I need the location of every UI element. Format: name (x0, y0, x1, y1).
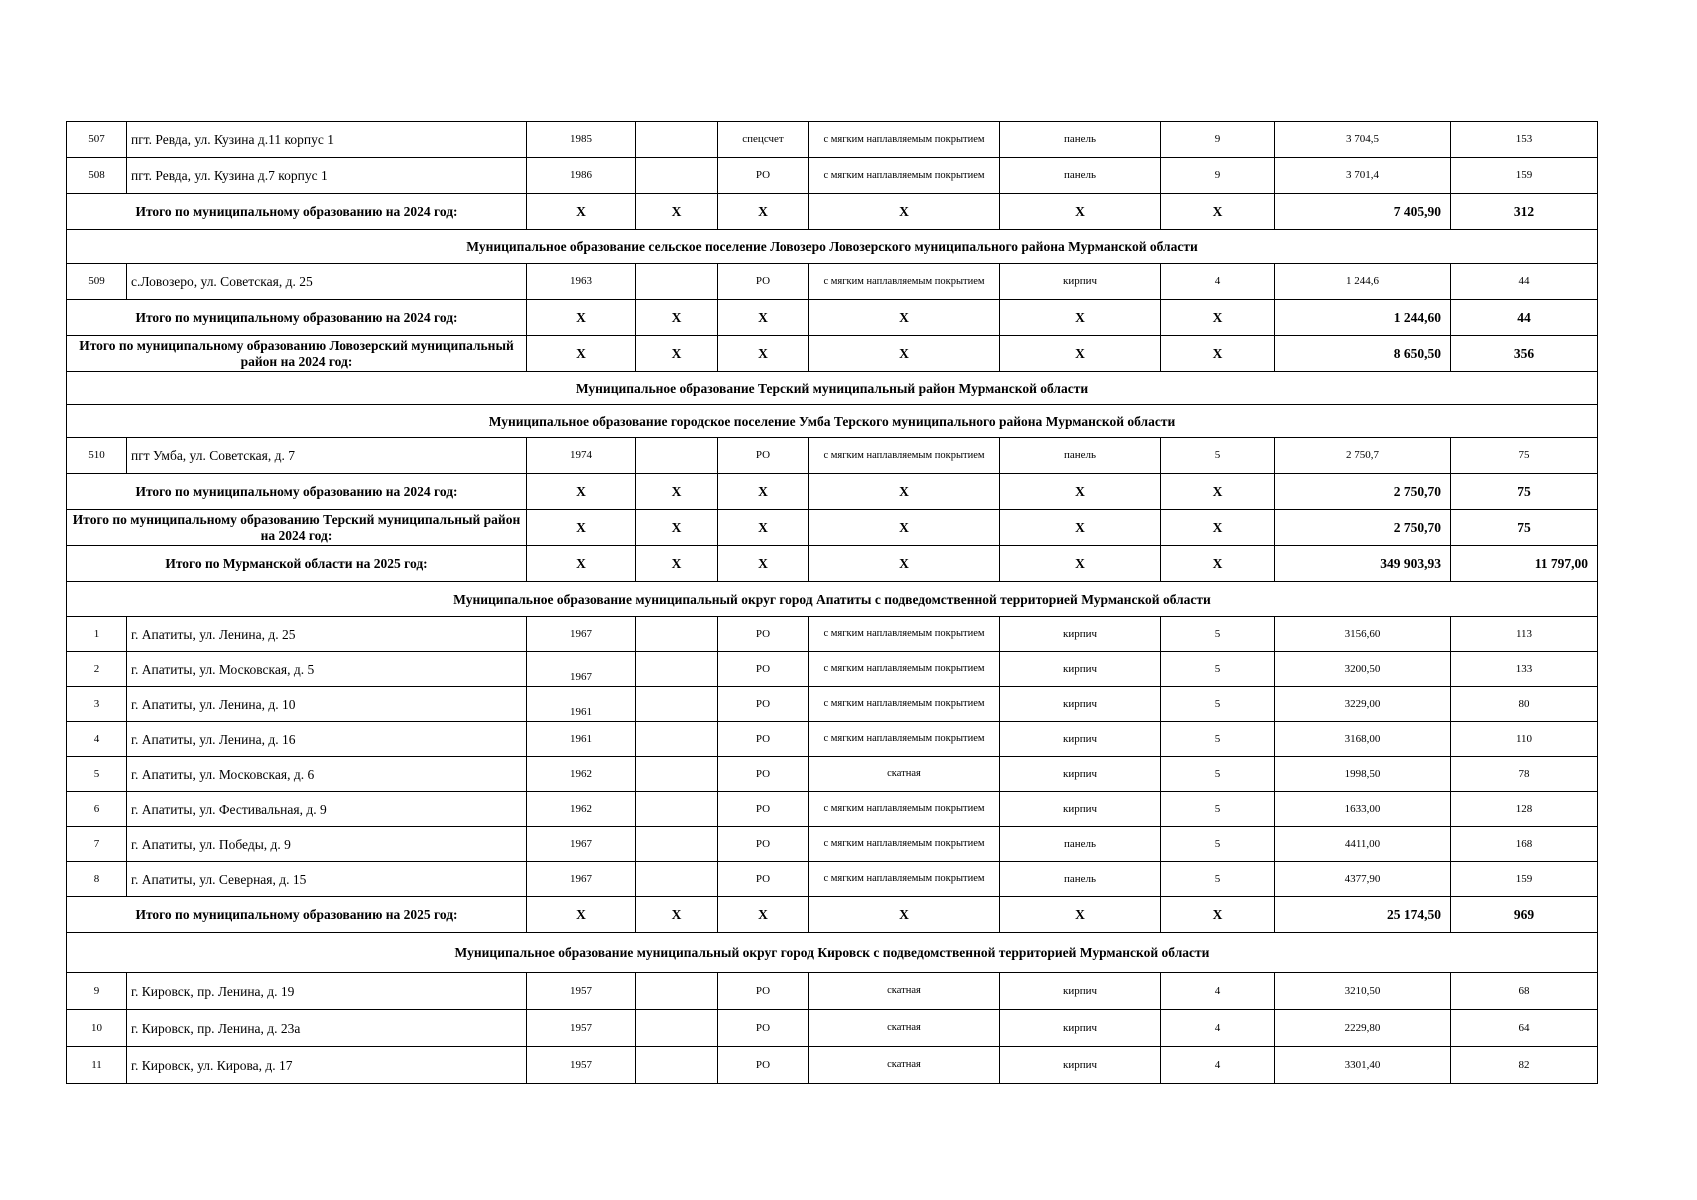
section-header-row (67, 230, 1598, 264)
area-cell: 1998,50 (1275, 757, 1451, 792)
roof-type-cell: с мягким наплавляемым покрытием (809, 264, 1000, 300)
empty-cell (636, 792, 718, 827)
fund-method-cell: РО (718, 617, 809, 652)
x-mark: X (1000, 194, 1161, 230)
row-number: 6 (67, 792, 127, 827)
table-row (67, 687, 1598, 722)
wall-material-cell: кирпич (1000, 792, 1161, 827)
section-header-row (67, 582, 1598, 617)
total-row (67, 474, 1598, 510)
x-mark: X (527, 336, 636, 372)
residents-cell: 159 (1451, 158, 1598, 194)
row-number: 509 (67, 264, 127, 300)
area-cell: 4377,90 (1275, 862, 1451, 897)
roof-type-cell: с мягким наплавляемым покрытием (809, 862, 1000, 897)
year-built-cell: 1961 (527, 687, 636, 722)
empty-cell (636, 264, 718, 300)
total-label: Итого по муниципальному образованию Ловозерский муниципальный район на 2024 год: (67, 336, 527, 372)
residents-cell: 113 (1451, 617, 1598, 652)
empty-cell (636, 687, 718, 722)
total-residents: 75 (1451, 510, 1598, 546)
address-cell: пгт. Ревда, ул. Кузина д.7 корпус 1 (127, 158, 527, 194)
total-residents: 11 797,00 (1451, 546, 1598, 582)
fund-method-cell: РО (718, 438, 809, 474)
x-mark: X (718, 510, 809, 546)
table-row (67, 827, 1598, 862)
table-row (67, 973, 1598, 1010)
wall-material-cell: панель (1000, 438, 1161, 474)
empty-cell (636, 158, 718, 194)
floors-cell: 5 (1161, 652, 1275, 687)
address-cell: г. Апатиты, ул. Московская, д. 6 (127, 757, 527, 792)
year-built-cell: 1974 (527, 438, 636, 474)
address-cell: г. Кировск, пр. Ленина, д. 19 (127, 973, 527, 1010)
wall-material-cell: кирпич (1000, 722, 1161, 757)
x-mark: X (636, 194, 718, 230)
floors-cell: 9 (1161, 122, 1275, 158)
row-number: 1 (67, 617, 127, 652)
empty-cell (636, 757, 718, 792)
wall-material-cell: кирпич (1000, 1047, 1161, 1084)
fund-method-cell: РО (718, 973, 809, 1010)
floors-cell: 5 (1161, 827, 1275, 862)
roof-type-cell: с мягким наплавляемым покрытием (809, 652, 1000, 687)
year-built-cell: 1957 (527, 1010, 636, 1047)
empty-cell (636, 122, 718, 158)
address-cell: пгт. Ревда, ул. Кузина д.11 корпус 1 (127, 122, 527, 158)
floors-cell: 9 (1161, 158, 1275, 194)
total-area: 1 244,60 (1275, 300, 1451, 336)
fund-method-cell: РО (718, 1010, 809, 1047)
section-title: Муниципальное образование муниципальный округ город Кировск с подведомственной территорией Мурманской области (67, 933, 1598, 973)
x-mark: X (1161, 546, 1275, 582)
floors-cell: 5 (1161, 438, 1275, 474)
x-mark: X (1000, 897, 1161, 933)
roof-type-cell: с мягким наплавляемым покрытием (809, 617, 1000, 652)
empty-cell (636, 862, 718, 897)
section-title: Муниципальное образование городское поселение Умба Терского муниципального района Мурманской области (67, 405, 1598, 438)
x-mark: X (1161, 194, 1275, 230)
address-cell: г. Апатиты, ул. Ленина, д. 16 (127, 722, 527, 757)
year-built-cell: 1957 (527, 973, 636, 1010)
x-mark: X (527, 546, 636, 582)
wall-material-cell: панель (1000, 827, 1161, 862)
year-built-cell: 1962 (527, 757, 636, 792)
table-row (67, 862, 1598, 897)
residents-cell: 133 (1451, 652, 1598, 687)
x-mark: X (527, 300, 636, 336)
total-area: 8 650,50 (1275, 336, 1451, 372)
year-built-cell: 1986 (527, 158, 636, 194)
wall-material-cell: панель (1000, 862, 1161, 897)
area-cell: 1 244,6 (1275, 264, 1451, 300)
x-mark: X (1161, 336, 1275, 372)
x-mark: X (718, 336, 809, 372)
fund-method-cell: спецсчет (718, 122, 809, 158)
wall-material-cell: кирпич (1000, 687, 1161, 722)
row-number: 8 (67, 862, 127, 897)
empty-cell (636, 1047, 718, 1084)
section-title: Муниципальное образование сельское поселение Ловозеро Ловозерского муниципального района Мурманской области (67, 230, 1598, 264)
area-cell: 3301,40 (1275, 1047, 1451, 1084)
address-cell: г. Апатиты, ул. Победы, д. 9 (127, 827, 527, 862)
residents-cell: 128 (1451, 792, 1598, 827)
x-mark: X (527, 474, 636, 510)
table-row (67, 652, 1598, 687)
year-built-cell: 1985 (527, 122, 636, 158)
x-mark: X (527, 194, 636, 230)
table-row (67, 617, 1598, 652)
total-area: 349 903,93 (1275, 546, 1451, 582)
total-row (67, 510, 1598, 546)
table-row (67, 722, 1598, 757)
residents-cell: 153 (1451, 122, 1598, 158)
total-residents: 356 (1451, 336, 1598, 372)
floors-cell: 5 (1161, 722, 1275, 757)
address-cell: с.Ловозеро, ул. Советская, д. 25 (127, 264, 527, 300)
x-mark: X (718, 897, 809, 933)
wall-material-cell: кирпич (1000, 652, 1161, 687)
floors-cell: 4 (1161, 264, 1275, 300)
floors-cell: 4 (1161, 1010, 1275, 1047)
x-mark: X (636, 546, 718, 582)
row-number: 9 (67, 973, 127, 1010)
x-mark: X (718, 546, 809, 582)
year-built-cell: 1957 (527, 1047, 636, 1084)
fund-method-cell: РО (718, 757, 809, 792)
x-mark: X (1000, 300, 1161, 336)
x-mark: X (718, 300, 809, 336)
row-number: 508 (67, 158, 127, 194)
year-built-cell: 1967 (527, 827, 636, 862)
address-cell: г. Апатиты, ул. Северная, д. 15 (127, 862, 527, 897)
total-row (67, 300, 1598, 336)
area-cell: 2229,80 (1275, 1010, 1451, 1047)
x-mark: X (636, 897, 718, 933)
floors-cell: 5 (1161, 687, 1275, 722)
total-residents: 969 (1451, 897, 1598, 933)
x-mark: X (1000, 546, 1161, 582)
fund-method-cell: РО (718, 264, 809, 300)
empty-cell (636, 617, 718, 652)
total-row (67, 336, 1598, 372)
address-cell: г. Апатиты, ул. Ленина, д. 10 (127, 687, 527, 722)
wall-material-cell: панель (1000, 158, 1161, 194)
year-built-cell: 1967 (527, 652, 636, 687)
total-row (67, 897, 1598, 933)
year-built-cell: 1961 (527, 722, 636, 757)
address-cell: г. Кировск, пр. Ленина, д. 23а (127, 1010, 527, 1047)
floors-cell: 5 (1161, 862, 1275, 897)
area-cell: 3200,50 (1275, 652, 1451, 687)
empty-cell (636, 1010, 718, 1047)
empty-cell (636, 438, 718, 474)
roof-type-cell: с мягким наплавляемым покрытием (809, 687, 1000, 722)
table-row (67, 1010, 1598, 1047)
area-cell: 3 704,5 (1275, 122, 1451, 158)
x-mark: X (718, 474, 809, 510)
area-cell: 3229,00 (1275, 687, 1451, 722)
total-area: 2 750,70 (1275, 510, 1451, 546)
row-number: 2 (67, 652, 127, 687)
wall-material-cell: панель (1000, 122, 1161, 158)
x-mark: X (1161, 897, 1275, 933)
area-cell: 3168,00 (1275, 722, 1451, 757)
total-area: 25 174,50 (1275, 897, 1451, 933)
fund-method-cell: РО (718, 158, 809, 194)
area-cell: 2 750,7 (1275, 438, 1451, 474)
fund-method-cell: РО (718, 862, 809, 897)
roof-type-cell: с мягким наплавляемым покрытием (809, 792, 1000, 827)
total-label: Итого по Мурманской области на 2025 год: (67, 546, 527, 582)
wall-material-cell: кирпич (1000, 264, 1161, 300)
wall-material-cell: кирпич (1000, 617, 1161, 652)
section-header-row (67, 372, 1598, 405)
area-cell: 3156,60 (1275, 617, 1451, 652)
table-row (67, 158, 1598, 194)
residents-cell: 82 (1451, 1047, 1598, 1084)
total-label: Итого по муниципальному образованию на 2024 год: (67, 194, 527, 230)
total-residents: 312 (1451, 194, 1598, 230)
row-number: 7 (67, 827, 127, 862)
x-mark: X (527, 897, 636, 933)
x-mark: X (1000, 336, 1161, 372)
empty-cell (636, 973, 718, 1010)
x-mark: X (809, 546, 1000, 582)
fund-method-cell: РО (718, 687, 809, 722)
row-number: 4 (67, 722, 127, 757)
floors-cell: 5 (1161, 757, 1275, 792)
address-cell: г. Апатиты, ул. Московская, д. 5 (127, 652, 527, 687)
address-cell: пгт Умба, ул. Советская, д. 7 (127, 438, 527, 474)
residents-cell: 159 (1451, 862, 1598, 897)
residents-cell: 44 (1451, 264, 1598, 300)
table-row (67, 438, 1598, 474)
total-row (67, 194, 1598, 230)
wall-material-cell: кирпич (1000, 1010, 1161, 1047)
roof-type-cell: с мягким наплавляемым покрытием (809, 827, 1000, 862)
wall-material-cell: кирпич (1000, 973, 1161, 1010)
x-mark: X (1161, 474, 1275, 510)
row-number: 510 (67, 438, 127, 474)
fund-method-cell: РО (718, 792, 809, 827)
roof-type-cell: скатная (809, 1047, 1000, 1084)
residents-cell: 168 (1451, 827, 1598, 862)
address-cell: г. Апатиты, ул. Фестивальная, д. 9 (127, 792, 527, 827)
section-header-row (67, 933, 1598, 973)
roof-type-cell: с мягким наплавляемым покрытием (809, 438, 1000, 474)
roof-type-cell: с мягким наплавляемым покрытием (809, 158, 1000, 194)
x-mark: X (527, 510, 636, 546)
table-row (67, 264, 1598, 300)
floors-cell: 5 (1161, 617, 1275, 652)
roof-type-cell: с мягким наплавляемым покрытием (809, 122, 1000, 158)
roof-type-cell: скатная (809, 973, 1000, 1010)
table-row (67, 1047, 1598, 1084)
residents-cell: 68 (1451, 973, 1598, 1010)
area-cell: 3 701,4 (1275, 158, 1451, 194)
x-mark: X (1161, 510, 1275, 546)
fund-method-cell: РО (718, 827, 809, 862)
x-mark: X (809, 897, 1000, 933)
empty-cell (636, 827, 718, 862)
total-label: Итого по муниципальному образованию Терский муниципальный район на 2024 год: (67, 510, 527, 546)
year-built-cell: 1962 (527, 792, 636, 827)
row-number: 507 (67, 122, 127, 158)
fund-method-cell: РО (718, 652, 809, 687)
x-mark: X (809, 194, 1000, 230)
roof-type-cell: скатная (809, 757, 1000, 792)
year-built-cell: 1967 (527, 862, 636, 897)
empty-cell (636, 722, 718, 757)
total-residents: 44 (1451, 300, 1598, 336)
total-residents: 75 (1451, 474, 1598, 510)
x-mark: X (718, 194, 809, 230)
address-cell: г. Кировск, ул. Кирова, д. 17 (127, 1047, 527, 1084)
x-mark: X (1000, 510, 1161, 546)
floors-cell: 4 (1161, 973, 1275, 1010)
x-mark: X (636, 336, 718, 372)
total-label: Итого по муниципальному образованию на 2025 год: (67, 897, 527, 933)
area-cell: 1633,00 (1275, 792, 1451, 827)
residents-cell: 64 (1451, 1010, 1598, 1047)
x-mark: X (809, 336, 1000, 372)
section-title: Муниципальное образование Терский муниципальный район Мурманской области (67, 372, 1598, 405)
row-number: 11 (67, 1047, 127, 1084)
x-mark: X (636, 474, 718, 510)
floors-cell: 5 (1161, 792, 1275, 827)
residents-cell: 80 (1451, 687, 1598, 722)
roof-type-cell: с мягким наплавляемым покрытием (809, 722, 1000, 757)
x-mark: X (809, 300, 1000, 336)
residents-cell: 75 (1451, 438, 1598, 474)
row-number: 10 (67, 1010, 127, 1047)
fund-method-cell: РО (718, 1047, 809, 1084)
floors-cell: 4 (1161, 1047, 1275, 1084)
empty-cell (636, 652, 718, 687)
x-mark: X (809, 474, 1000, 510)
section-title: Муниципальное образование муниципальный округ город Апатиты с подведомственной территорией Мурманской области (67, 582, 1598, 617)
residents-cell: 110 (1451, 722, 1598, 757)
x-mark: X (636, 510, 718, 546)
total-row (67, 546, 1598, 582)
x-mark: X (636, 300, 718, 336)
area-cell: 3210,50 (1275, 973, 1451, 1010)
roof-type-cell: скатная (809, 1010, 1000, 1047)
section-header-row (67, 405, 1598, 438)
total-area: 7 405,90 (1275, 194, 1451, 230)
housing-register-table (66, 121, 1598, 1084)
table-row (67, 792, 1598, 827)
fund-method-cell: РО (718, 722, 809, 757)
residents-cell: 78 (1451, 757, 1598, 792)
table-body (67, 122, 1598, 1084)
wall-material-cell: кирпич (1000, 757, 1161, 792)
year-built-cell: 1963 (527, 264, 636, 300)
row-number: 3 (67, 687, 127, 722)
total-label: Итого по муниципальному образованию на 2024 год: (67, 300, 527, 336)
address-cell: г. Апатиты, ул. Ленина, д. 25 (127, 617, 527, 652)
x-mark: X (1000, 474, 1161, 510)
x-mark: X (809, 510, 1000, 546)
year-built-cell: 1967 (527, 617, 636, 652)
total-area: 2 750,70 (1275, 474, 1451, 510)
total-label: Итого по муниципальному образованию на 2024 год: (67, 474, 527, 510)
table-row (67, 122, 1598, 158)
row-number: 5 (67, 757, 127, 792)
x-mark: X (1161, 300, 1275, 336)
area-cell: 4411,00 (1275, 827, 1451, 862)
table-row (67, 757, 1598, 792)
